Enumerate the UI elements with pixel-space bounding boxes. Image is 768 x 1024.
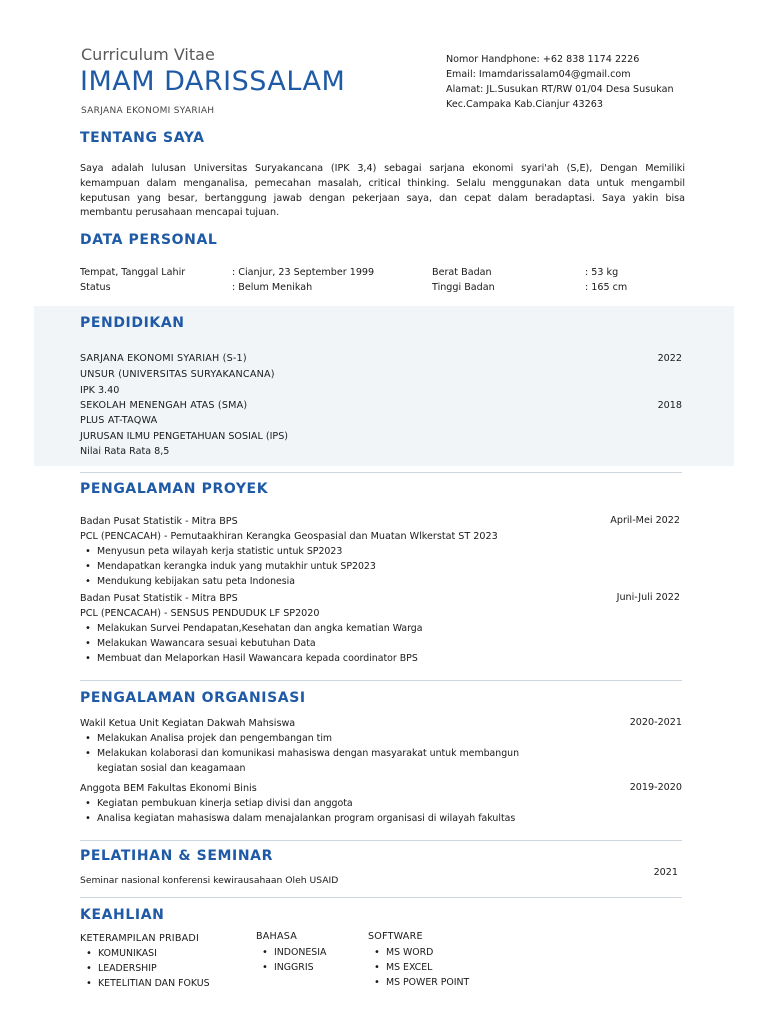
organization-1-bullets <box>80 731 537 776</box>
organization-1-date: 2020-2021 <box>629 717 682 728</box>
training-heading: PELATIHAN & SEMINAR <box>80 848 273 864</box>
project-1-bullets <box>80 544 376 589</box>
project-2-bullets <box>80 621 423 666</box>
education-school-1: UNSUR (UNIVERSITAS SURYAKANCANA) <box>80 369 275 380</box>
skills-software-heading: SOFTWARE <box>368 931 423 942</box>
training-item: Seminar nasional konferensi kewirausahaan Oleh USAID <box>80 875 339 886</box>
education-degree-1: SARJANA EKONOMI SYARIAH (S-1) <box>80 353 247 364</box>
organization-2-date: 2019-2020 <box>629 782 682 793</box>
organization-heading: PENGALAMAN ORGANISASI <box>80 690 306 706</box>
section-divider <box>80 840 682 841</box>
personal-value-height: : 165 cm <box>585 282 628 293</box>
list-item: • KETELITIAN DAN FOKUS <box>98 976 210 991</box>
candidate-degree: SARJANA EKONOMI SYARIAH <box>81 106 215 116</box>
list-item: • Menyusun peta wilayah kerja statistic untuk SP2023 <box>97 544 376 559</box>
personal-label-weight: Berat Badan <box>432 267 492 278</box>
education-year-2: 2018 <box>657 400 682 411</box>
document-label: Curriculum Vitae <box>81 45 215 64</box>
personal-label-height: Tinggi Badan <box>432 282 495 293</box>
personal-label-birth: Tempat, Tanggal Lahir <box>80 267 186 278</box>
list-item: • Analisa kegiatan mahasiswa dalam menajalankan program organisasi di wilayah fakultas <box>97 811 515 826</box>
list-item: • Melakukan Survei Pendapatan,Kesehatan dan angka kematian Warga <box>97 621 423 636</box>
list-item: • MS POWER POINT <box>386 975 469 990</box>
list-item: • Membuat dan Melaporkan Hasil Wawancara kepada coordinator BPS <box>97 651 423 666</box>
personal-value-birth: : Cianjur, 23 September 1999 <box>232 267 375 278</box>
project-1-org: Badan Pusat Statistik - Mitra BPS <box>80 516 238 527</box>
project-2-org: Badan Pusat Statistik - Mitra BPS <box>80 593 238 604</box>
contact-address-line2: Kec.Campaka Kab.Cianjur 43263 <box>446 99 603 110</box>
personal-heading: DATA PERSONAL <box>80 232 218 248</box>
list-item: • Melakukan Wawancara sesuai kebutuhan Data <box>97 636 423 651</box>
project-2-role: PCL (PENCACAH) - SENSUS PENDUDUK LF SP2020 <box>80 608 320 619</box>
education-major-2: JURUSAN ILMU PENGETAHUAN SOSIAL (IPS) <box>80 431 289 442</box>
personal-value-status: : Belum Menikah <box>232 282 313 293</box>
organization-1-role: Wakil Ketua Unit Kegiatan Dakwah Mahsiswa <box>80 718 296 729</box>
education-year-1: 2022 <box>657 353 682 364</box>
list-item: • MS WORD <box>386 945 469 960</box>
project-1-role: PCL (PENCACAH) - Pemutaakhiran Kerangka Geospasial dan Muatan Wlkerstat ST 2023 <box>80 531 498 542</box>
contact-phone: Nomor Handphone: +62 838 1174 2226 <box>446 54 640 65</box>
education-school-2: PLUS AT-TAQWA <box>80 415 158 426</box>
education-score-2: Nilai Rata Rata 8,5 <box>80 446 170 457</box>
contact-block <box>446 52 674 112</box>
education-heading: PENDIDIKAN <box>80 315 185 331</box>
list-item: • Mendukung kebijakan satu peta Indonesia <box>97 574 376 589</box>
contact-address-line1: Alamat: JL.Susukan RT/RW 01/04 Desa Susukan <box>446 84 674 95</box>
list-item: • Mendapatkan kerangka induk yang mutakhir untuk SP2023 <box>97 559 376 574</box>
contact-email: Email: Imamdarissalam04@gmail.com <box>446 69 631 80</box>
list-item: • INDONESIA <box>274 945 326 960</box>
list-item: • Melakukan Analisa projek dan pengembangan tim <box>97 731 537 746</box>
list-item: • Melakukan kolaborasi dan komunikasi mahasiswa dengan masyarakat untuk membangun kegiatan sosial dan keagamaan <box>97 746 537 776</box>
list-item: • LEADERSHIP <box>98 961 210 976</box>
project-2-date: Juni-Juli 2022 <box>616 592 680 603</box>
section-divider <box>80 680 682 681</box>
list-item: • MS EXCEL <box>386 960 469 975</box>
skills-language-heading: BAHASA <box>256 931 297 942</box>
personal-value-weight: : 53 kg <box>585 267 619 278</box>
list-item: • INGGRIS <box>274 960 326 975</box>
list-item: • KOMUNIKASI <box>98 946 210 961</box>
list-item: • Kegiatan pembukuan kinerja setiap divisi dan anggota <box>97 796 515 811</box>
skills-software-list <box>369 945 469 990</box>
section-divider <box>80 897 682 898</box>
personal-label-status: Status <box>80 282 111 293</box>
skills-heading: KEAHLIAN <box>80 907 165 923</box>
project-1-date: April-Mei 2022 <box>610 515 680 526</box>
organization-2-role: Anggota BEM Fakultas Ekonomi Binis <box>80 783 257 794</box>
about-text: Saya adalah lulusan Universitas Suryakancana (IPK 3,4) sebagai sarjana ekonomi syari'ah (S,E), Dengan Memiliki kemampuan dalam menganalisa, pemecahan masalah, critical thinking. Selalu menggunakan data untuk mengambil keputusan yang besar, bertanggung jawab dengan pekerjaan saya, dan cepat dalam beradaptasi. Saya yakin bisa membantu perusahaan mencapai tujuan. <box>80 163 685 219</box>
skills-personal-heading: KETERAMPILAN PRIBADI <box>80 933 200 944</box>
projects-heading: PENGALAMAN PROYEK <box>80 481 269 497</box>
section-divider <box>80 472 682 473</box>
skills-personal-list <box>81 946 210 991</box>
about-heading: TENTANG SAYA <box>80 130 205 146</box>
candidate-name: IMAM DARISSALAM <box>80 66 346 97</box>
education-gpa-1: IPK 3.40 <box>80 385 120 396</box>
skills-language-list <box>257 945 326 975</box>
education-degree-2: SEKOLAH MENENGAH ATAS (SMA) <box>80 400 248 411</box>
training-year: 2021 <box>653 867 678 878</box>
organization-2-bullets <box>80 796 515 826</box>
